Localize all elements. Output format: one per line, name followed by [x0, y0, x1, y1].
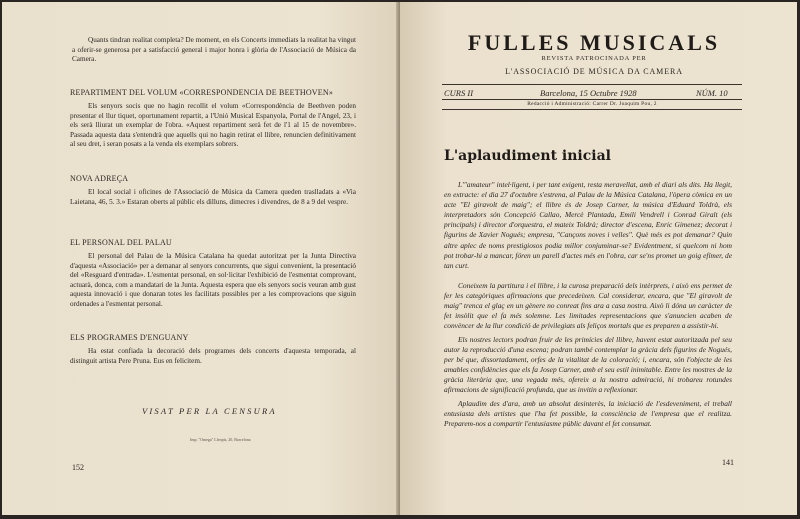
right-page: [400, 2, 797, 515]
section-heading-beethoven: REPARTIMENT DEL VOLUM «CORRESPONDENCIA DE BEETHOVEN»: [70, 88, 334, 97]
article-title: L'aplaudiment inicial: [444, 148, 611, 164]
masthead-rule-middle: [442, 99, 742, 100]
intro-paragraph: Quants tindran realitat completa? De moment, en els Concerts immediats la realitat ha vingut a oferir-se generosa per a satisfacció general i major honra i glòria de l'Associació de Música da Camera.: [72, 36, 356, 64]
right-page-number: 141: [722, 458, 734, 467]
masthead-rule-bottom: [442, 109, 742, 110]
issue-number: NÚM. 10: [696, 88, 728, 98]
masthead-rule-top: [442, 84, 742, 85]
issue-date: Barcelona, 15 Octubre 1928: [540, 88, 637, 98]
masthead-subtitle-2: L'ASSOCIACIÓ DE MÚSICA DA CAMERA: [505, 67, 683, 76]
admin-address: Redacció i Administració: Carrer Dr. Joaquim Pou, 2: [527, 101, 657, 107]
section-text-palau: El personal del Palau de la Música Catalana ha quedat autoritzat per la Junta Directiva d'aquesta «Associació» per a demanar al senyors concurrents, que sigui convenient, la presentació del «Resguard d'entrada». L'esmentat personal, en sol·licitar l'exhibició de l'esmentat comprovant, actuarà, donca, com a mandatari de la Junta. Aquesta espera que els senyors socis veuran amb gust aquesta innovació i que donaran totes les facilitats possibles per a les comprovacions que siguin ordenades a l'esmentat personal.: [70, 252, 356, 308]
section-heading-palau: EL PERSONAL DEL PALAU: [70, 238, 172, 247]
masthead-title: FULLES MUSICALS: [467, 30, 721, 55]
article-paragraph-1: L'"amateur" intel·ligent, i per tant exigent, resta meravellat, amb el diari als dits. Ha llegit, en extracte: el dia 27 d'octubre s'estrena, al Palau de la Música Catalana, l'òpera còmica en un acte "El giravolt de maig"; el llibre és de Josep Carner, la música d'Eduard Toldrà, els interpretadors són Concepció Callao, Mercè Plantada, Emili Vendrell i Conrad Giralt (els principals) i director d'orquestra, el mateix Toldrà; director d'escena, Enric Gimenez; decorat i figurins de Xavier Nogués; empresa, "Cançons noves i velles". Què més es pot demanar? Quin altre aplec de noms prestigiosos podia millor conjuminar-se? Evidentment, si quelcom ni hom pot trobar-hi a mancar, fóren un parell d'actes més en l'obra, car se'ns promet un goig efímer, de tan curt.: [444, 180, 732, 270]
issue-curs: CURS II: [444, 88, 474, 98]
left-page-number: 152: [72, 463, 84, 472]
section-text-beethoven: Els senyors socis que no hagin recollit el volum «Correspondència de Beethven poden presentar el llur tiquet, oportunament repartit, a l'Unió Musical Espanyola, Portal de l'Angel, 23, i els serà lliurat un exemplar de l'obra. «Aquest repartiment serà fet de l'1 al 15 de novembre». Passada aquesta data s'entendrà que aquells qui no hagin retirat el llibre, renuncien definitivament al seu dret, i seran posats a la venda els exemplars sobrers.: [70, 102, 356, 149]
printer-imprint: Imp. "Omega" Lleopis, 20, Barcelona: [190, 437, 251, 442]
article-paragraph-4: Aplaudim des d'ara, amb un absolut desinterès, la iniciació de l'esdeveniment, el treball entusiasta dels artistes que l'ha fet possible, la consciència de l'empresa que el realitza. Preparem-nos a compartir l'entusiasme públic davant el fet consumat.: [444, 399, 732, 429]
censor-stamp: VISAT PER LA CENSURA: [142, 406, 277, 416]
section-heading-adreca: NOVA ADREÇA: [70, 174, 129, 183]
article-paragraph-3: Els nostres lectors podran fruir de les primícies del llibre, havent estat autoritzada pel seu autor la reproducció d'una escena; podran també contemplar la gràcia dels figurins de Nogués, per bé que, dissortadament, orfes de la vitalitat de la coloració; i, encara, són l'objecte de les amables confidències que els fa Josep Carner, amb el seu estil inimitable. Entre les mostres de la gràcia literària que, una vegada més, ofereix a la nostra admiració, hi trobareu rotundes afirmacions de significació profunda, que us invitin a reflexionar.: [444, 335, 732, 395]
article-paragraph-2: Coneixem la partitura i el llibre, i la curosa preparació dels intèrprets, i això ens permet de fer les categòriques afirmacions que precedeixen. Cal considerar, encara, que "El giravolt de maig" trenca el glaç en un gènere no conreat fins ara a casa nostra. Això li dóna un caràcter de fet insòlit que el fa més solemne. Les limitades representacions que s'anuncien acaben de convèncer de la llur condició de privilegiats als feliços mortals que es preparen a assistir-hi.: [444, 281, 732, 331]
section-text-adreca: El local social i oficines de l'Associació de Música da Camera queden traslladats a «Via Laietana, 46, 5. 3.» Estaran oberts al públic els dilluns, dimecres i divendres, de 8 a 9 del vespre.: [70, 188, 356, 206]
left-page: [2, 2, 398, 515]
section-text-programes: Ha estat confiada la decoració dels programes dels concerts d'aquesta temporada, al distinguit artista Pere Pruna. Eus en felicitem.: [70, 347, 356, 365]
masthead-subtitle-1: REVISTA PATROCINADA PER: [541, 55, 647, 62]
section-heading-programes: ELS PROGRAMES D'ENGUANY: [70, 333, 189, 342]
